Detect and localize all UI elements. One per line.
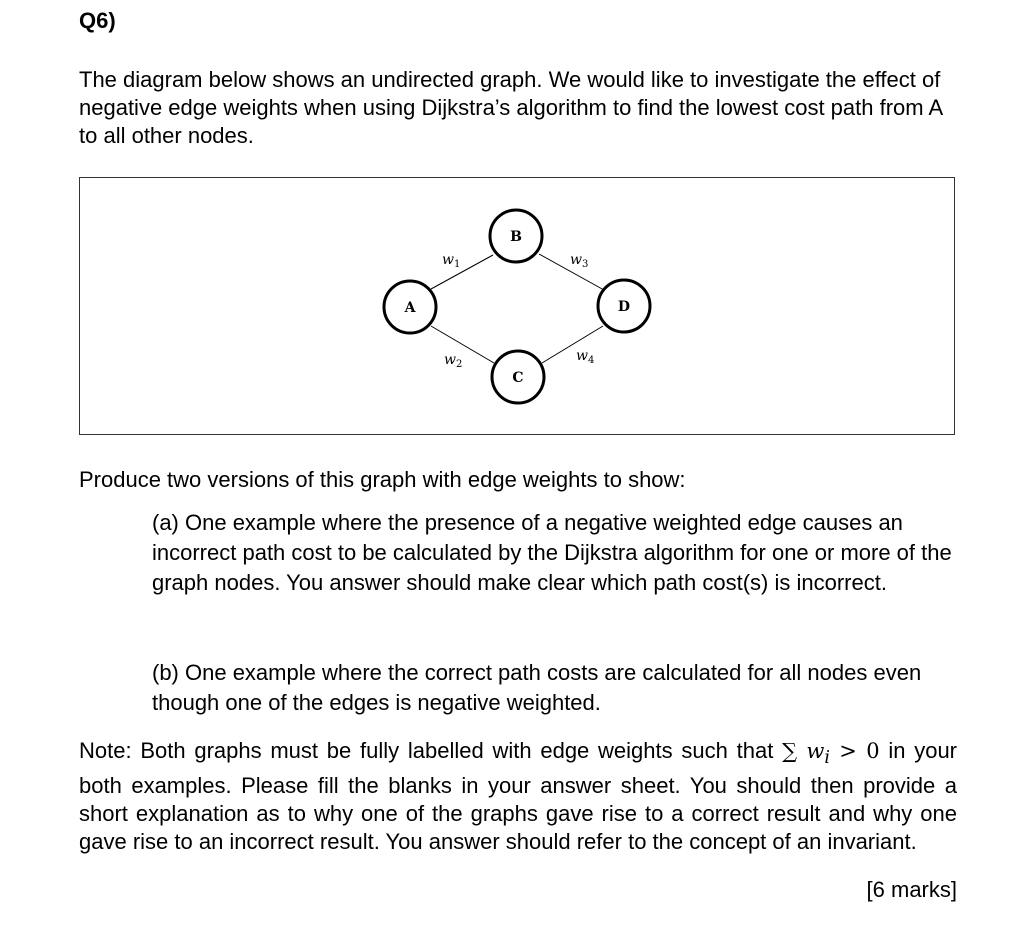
note-sum-expression bbox=[782, 739, 880, 769]
part-b-text: (b) One example where the correct path costs are calculated for all nodes even though one of the edges is negative weighted. bbox=[152, 660, 922, 715]
node-d bbox=[598, 280, 650, 332]
sum-symbol: ∑ bbox=[782, 739, 798, 763]
question-intro: The diagram below shows an undirected graph. We would like to investigate the effect of negative edge weights when using Dijkstra’s algorithm to find the lowest cost path from A to all other nodes. bbox=[79, 67, 942, 148]
graph-diagram bbox=[79, 177, 955, 435]
edge-a-c bbox=[431, 326, 494, 363]
node-d-label: D bbox=[617, 299, 631, 315]
node-a-label: A bbox=[404, 300, 416, 316]
part-a-text: (a) One example where the presence of a negative weighted edge causes an incorrect path cost to be calculated by the Dijkstra algorithm for one or more of the graph nodes. You answer should make clear which path cost(s) is incorrect. bbox=[152, 510, 952, 595]
note-text-after: in your both examples. Please fill the blanks in your answer sheet. You should then provide a short explanation as to why one of the graphs gave rise to a correct result and why one gave rise to an incorrect result. You answer should refer to the concept of an invariant. bbox=[79, 738, 958, 855]
graph-svg bbox=[80, 178, 956, 436]
node-b bbox=[490, 210, 542, 262]
edge-a-b bbox=[431, 255, 493, 289]
question-number: Q6) bbox=[79, 8, 116, 33]
node-b-label: B bbox=[510, 229, 522, 245]
sum-w: w bbox=[806, 739, 825, 763]
sum-relation: > 0 bbox=[829, 739, 880, 763]
edge-weight-w4: $w_4$ bbox=[576, 348, 595, 366]
note-text-before: Note: Both graphs must be fully labelled with edge weights such that bbox=[79, 738, 783, 763]
produce-instruction: Produce two versions of this graph with edge weights to show: bbox=[79, 467, 686, 492]
sum-i: i bbox=[824, 748, 830, 769]
edge-weight-w1: $w_1$ bbox=[442, 252, 461, 270]
note-paragraph bbox=[79, 737, 957, 856]
edge-weight-w2: $w_2$ bbox=[444, 352, 463, 370]
marks-label: [6 marks] bbox=[866, 877, 957, 902]
node-c bbox=[492, 351, 544, 403]
edge-weight-w3: $w_3$ bbox=[570, 252, 589, 270]
node-a bbox=[384, 281, 436, 333]
node-c-label: C bbox=[512, 370, 524, 386]
